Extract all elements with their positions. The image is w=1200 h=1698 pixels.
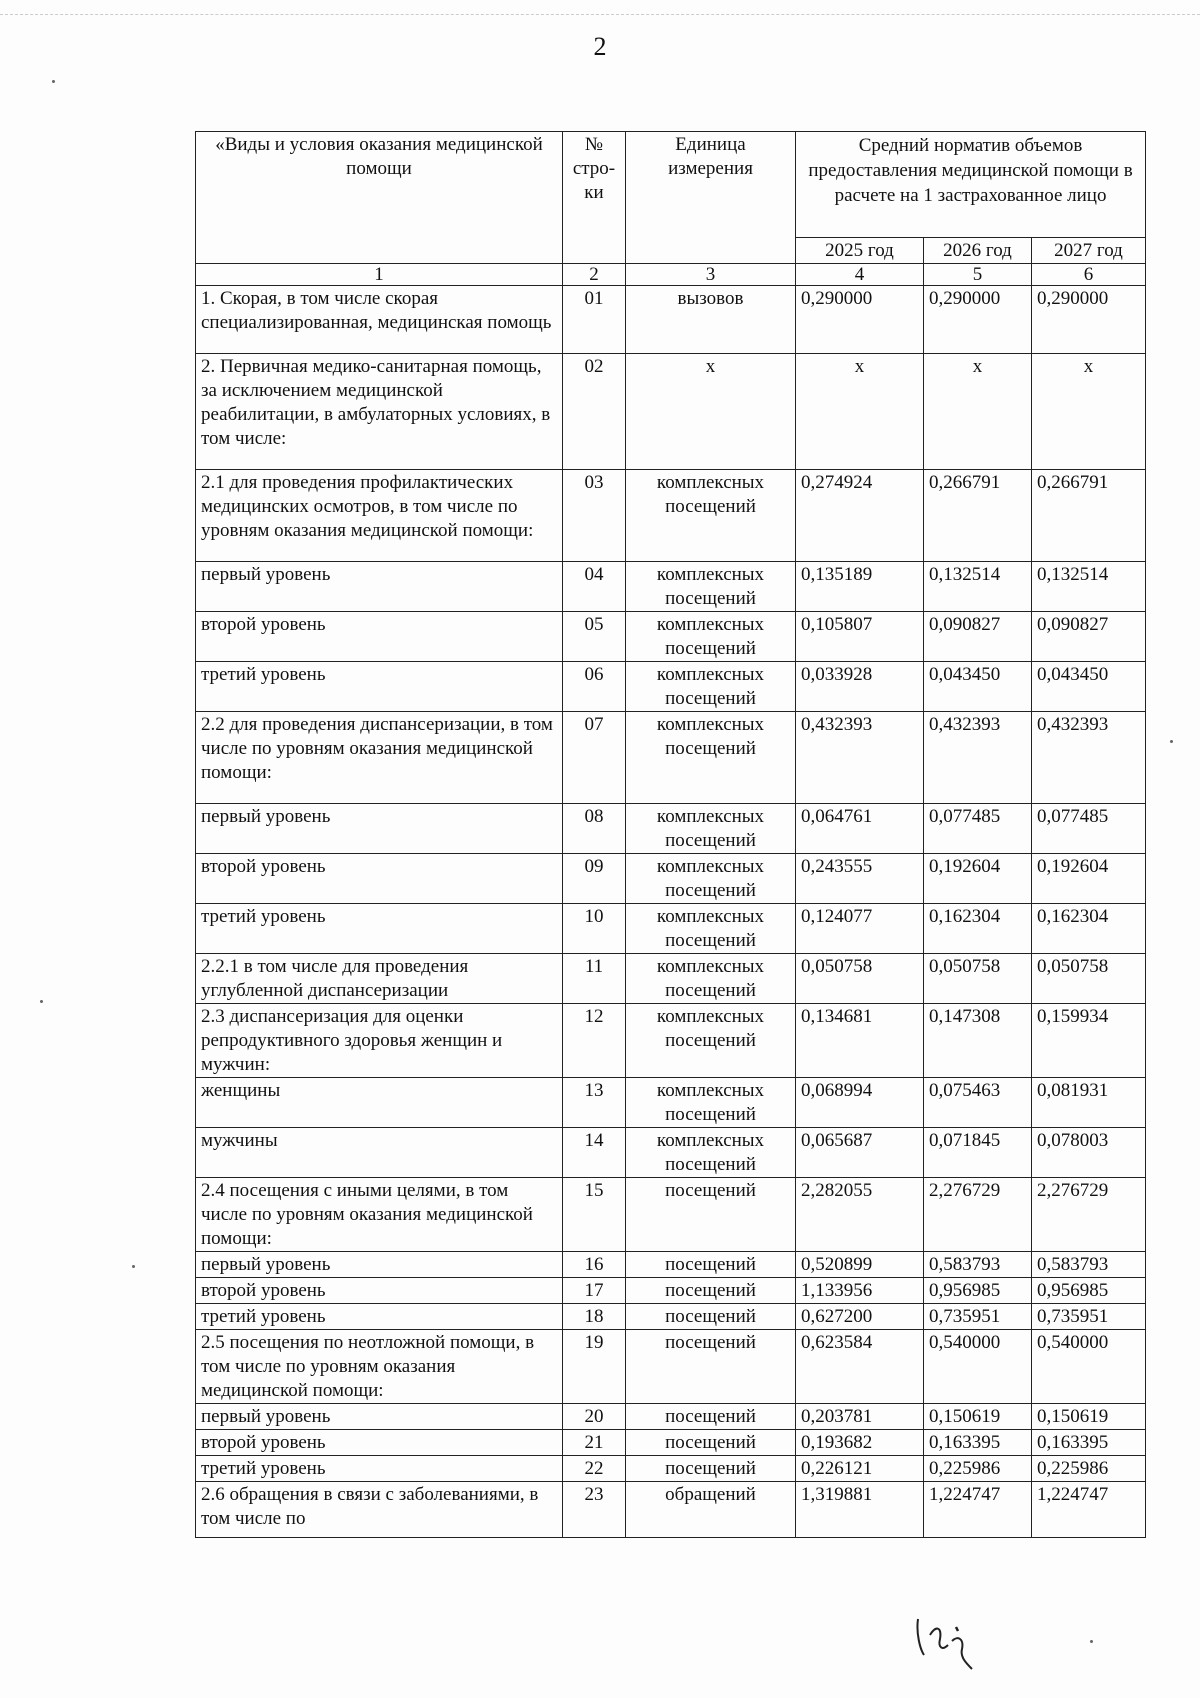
row-value-2027: 0,540000 [1032, 1330, 1146, 1404]
row-value-2026: 0,432393 [924, 712, 1032, 804]
scan-speck [52, 80, 55, 83]
column-number: 3 [626, 264, 796, 286]
table-row [196, 662, 1146, 712]
row-care-type: третий уровень [196, 1304, 563, 1330]
volume-norms-table [195, 131, 1146, 1538]
row-value-2026: 0,290000 [924, 286, 1032, 354]
row-value-2026: 0,225986 [924, 1456, 1032, 1482]
row-number: 06 [563, 662, 626, 712]
row-number: 15 [563, 1178, 626, 1252]
header-year-2027: 2027 год [1032, 238, 1146, 264]
row-unit: комплексных посещений [626, 470, 796, 562]
row-value-2027: 0,956985 [1032, 1278, 1146, 1304]
row-value-2025: 0,203781 [796, 1404, 924, 1430]
table-row [196, 1404, 1146, 1430]
row-value-2027: 0,583793 [1032, 1252, 1146, 1278]
scan-speck [132, 1265, 135, 1268]
row-number: 09 [563, 854, 626, 904]
table-row [196, 1456, 1146, 1482]
table-row [196, 286, 1146, 354]
row-value-2026: 0,043450 [924, 662, 1032, 712]
row-value-2027: 0,078003 [1032, 1128, 1146, 1178]
row-value-2025: 0,135189 [796, 562, 924, 612]
row-value-2025: 0,064761 [796, 804, 924, 854]
column-number: 1 [196, 264, 563, 286]
row-value-2026: 2,276729 [924, 1178, 1032, 1252]
handwritten-initials-mark [912, 1605, 992, 1675]
row-care-type: второй уровень [196, 612, 563, 662]
row-value-2026: 0,050758 [924, 954, 1032, 1004]
row-unit: комплексных посещений [626, 562, 796, 612]
table-row [196, 354, 1146, 470]
scan-edge-artifact [0, 14, 1200, 19]
row-value-2026: 0,540000 [924, 1330, 1032, 1404]
row-value-2025: 0,050758 [796, 954, 924, 1004]
column-number-row [196, 264, 1146, 286]
row-value-2026: 0,132514 [924, 562, 1032, 612]
header-care-type: «Виды и условия оказания медицинской помощи [196, 132, 563, 264]
row-value-2026: 0,735951 [924, 1304, 1032, 1330]
row-unit: посещений [626, 1404, 796, 1430]
row-care-type: третий уровень [196, 662, 563, 712]
row-care-type: первый уровень [196, 562, 563, 612]
row-value-2025: 0,432393 [796, 712, 924, 804]
table-row [196, 1178, 1146, 1252]
row-care-type: 2. Первичная медико-санитарная помощь, за исключением медицинской реабилитации, в амбулаторных условиях, в том числе: [196, 354, 563, 470]
table-row [196, 612, 1146, 662]
row-unit: посещений [626, 1278, 796, 1304]
row-number: 21 [563, 1430, 626, 1456]
row-value-2027: 0,081931 [1032, 1078, 1146, 1128]
row-value-2026: 0,162304 [924, 904, 1032, 954]
row-value-2027: 0,432393 [1032, 712, 1146, 804]
row-value-2027: 0,266791 [1032, 470, 1146, 562]
row-care-type: 2.5 посещения по неотложной помощи, в том числе по уровням оказания медицинской помощи: [196, 1330, 563, 1404]
table-row [196, 1330, 1146, 1404]
table-row [196, 1278, 1146, 1304]
row-care-type: первый уровень [196, 804, 563, 854]
row-unit: комплексных посещений [626, 1128, 796, 1178]
row-value-2027: 0,132514 [1032, 562, 1146, 612]
row-value-2025: 0,193682 [796, 1430, 924, 1456]
row-value-2025: 0,274924 [796, 470, 924, 562]
row-value-2027: 0,150619 [1032, 1404, 1146, 1430]
row-unit: комплексных посещений [626, 954, 796, 1004]
table-row [196, 1252, 1146, 1278]
row-value-2025: 0,623584 [796, 1330, 924, 1404]
row-number: 11 [563, 954, 626, 1004]
row-number: 07 [563, 712, 626, 804]
table-row [196, 1078, 1146, 1128]
row-unit: посещений [626, 1430, 796, 1456]
table-row [196, 1430, 1146, 1456]
row-value-2026: 0,266791 [924, 470, 1032, 562]
row-number: 14 [563, 1128, 626, 1178]
row-value-2025: 0,105807 [796, 612, 924, 662]
row-value-2025: 0,520899 [796, 1252, 924, 1278]
row-unit: посещений [626, 1304, 796, 1330]
row-value-2025: 0,124077 [796, 904, 924, 954]
page-number: 2 [593, 32, 607, 61]
row-number: 08 [563, 804, 626, 854]
table-row [196, 712, 1146, 804]
row-care-type: 2.3 диспансеризация для оценки репродуктивного здоровья женщин и мужчин: [196, 1004, 563, 1078]
row-care-type: 2.4 посещения с иными целями, в том числе по уровням оказания медицинской помощи: [196, 1178, 563, 1252]
row-number: 20 [563, 1404, 626, 1430]
scan-speck [40, 1000, 43, 1003]
row-value-2026: 0,077485 [924, 804, 1032, 854]
row-number: 05 [563, 612, 626, 662]
row-value-2027: х [1032, 354, 1146, 470]
row-value-2025: 1,133956 [796, 1278, 924, 1304]
scan-speck [1170, 740, 1173, 743]
row-value-2025: 0,065687 [796, 1128, 924, 1178]
row-unit: комплексных посещений [626, 804, 796, 854]
row-value-2027: 0,192604 [1032, 854, 1146, 904]
row-number: 13 [563, 1078, 626, 1128]
row-value-2026: 0,075463 [924, 1078, 1032, 1128]
row-value-2025: 0,243555 [796, 854, 924, 904]
header-row-number: № стро-ки [563, 132, 626, 264]
row-number: 17 [563, 1278, 626, 1304]
row-value-2027: 0,163395 [1032, 1430, 1146, 1456]
row-number: 01 [563, 286, 626, 354]
table-row [196, 954, 1146, 1004]
row-value-2026: 0,583793 [924, 1252, 1032, 1278]
table-row [196, 1482, 1146, 1538]
row-care-type: 2.6 обращения в связи с заболеваниями, в том числе по [196, 1482, 563, 1538]
row-value-2025: 0,627200 [796, 1304, 924, 1330]
row-unit: комплексных посещений [626, 712, 796, 804]
row-value-2026: 0,090827 [924, 612, 1032, 662]
row-value-2026: 0,192604 [924, 854, 1032, 904]
table-header-row [196, 132, 1146, 238]
row-value-2025: 2,282055 [796, 1178, 924, 1252]
row-value-2027: 0,162304 [1032, 904, 1146, 954]
row-value-2027: 2,276729 [1032, 1178, 1146, 1252]
table-row [196, 562, 1146, 612]
row-value-2027: 1,224747 [1032, 1482, 1146, 1538]
table-row [196, 1004, 1146, 1078]
row-unit: комплексных посещений [626, 612, 796, 662]
row-number: 12 [563, 1004, 626, 1078]
row-unit: вызовов [626, 286, 796, 354]
table-row [196, 470, 1146, 562]
column-number: 4 [796, 264, 924, 286]
row-value-2027: 0,290000 [1032, 286, 1146, 354]
row-number: 23 [563, 1482, 626, 1538]
row-number: 10 [563, 904, 626, 954]
row-number: 22 [563, 1456, 626, 1482]
row-care-type: первый уровень [196, 1252, 563, 1278]
row-value-2026: 0,956985 [924, 1278, 1032, 1304]
row-number: 19 [563, 1330, 626, 1404]
row-care-type: второй уровень [196, 1278, 563, 1304]
row-unit: комплексных посещений [626, 904, 796, 954]
table-row [196, 854, 1146, 904]
row-care-type: мужчины [196, 1128, 563, 1178]
row-number: 04 [563, 562, 626, 612]
row-care-type: второй уровень [196, 854, 563, 904]
row-value-2025: 0,068994 [796, 1078, 924, 1128]
row-unit: обращений [626, 1482, 796, 1538]
row-value-2026: 0,147308 [924, 1004, 1032, 1078]
row-care-type: 2.2 для проведения диспансеризации, в том числе по уровням оказания медицинской помощи: [196, 712, 563, 804]
row-value-2025: 0,290000 [796, 286, 924, 354]
row-value-2027: 0,043450 [1032, 662, 1146, 712]
row-value-2025: 0,033928 [796, 662, 924, 712]
row-number: 03 [563, 470, 626, 562]
row-value-2026: 0,163395 [924, 1430, 1032, 1456]
column-number: 2 [563, 264, 626, 286]
row-value-2027: 0,225986 [1032, 1456, 1146, 1482]
header-year-2026: 2026 год [924, 238, 1032, 264]
row-value-2025: х [796, 354, 924, 470]
row-unit: х [626, 354, 796, 470]
row-value-2027: 0,735951 [1032, 1304, 1146, 1330]
row-unit: посещений [626, 1252, 796, 1278]
row-value-2026: х [924, 354, 1032, 470]
table-row [196, 904, 1146, 954]
header-unit: Единица измерения [626, 132, 796, 264]
scan-speck [1090, 1640, 1093, 1643]
row-care-type: женщины [196, 1078, 563, 1128]
row-care-type: 2.1 для проведения профилактических медицинских осмотров, в том числе по уровням оказания медицинской помощи: [196, 470, 563, 562]
row-unit: посещений [626, 1330, 796, 1404]
row-unit: посещений [626, 1456, 796, 1482]
column-number: 5 [924, 264, 1032, 286]
row-unit: комплексных посещений [626, 662, 796, 712]
row-unit: комплексных посещений [626, 1004, 796, 1078]
row-value-2025: 0,134681 [796, 1004, 924, 1078]
row-care-type: 1. Скорая, в том числе скорая специализированная, медицинская помощь [196, 286, 563, 354]
row-value-2026: 0,071845 [924, 1128, 1032, 1178]
row-number: 16 [563, 1252, 626, 1278]
row-unit: комплексных посещений [626, 1078, 796, 1128]
row-number: 18 [563, 1304, 626, 1330]
table-row [196, 804, 1146, 854]
row-care-type: первый уровень [196, 1404, 563, 1430]
row-care-type: 2.2.1 в том числе для проведения углубленной диспансеризации [196, 954, 563, 1004]
row-value-2026: 1,224747 [924, 1482, 1032, 1538]
table-row [196, 1128, 1146, 1178]
row-care-type: второй уровень [196, 1430, 563, 1456]
row-unit: комплексных посещений [626, 854, 796, 904]
row-value-2027: 0,159934 [1032, 1004, 1146, 1078]
column-number: 6 [1032, 264, 1146, 286]
row-value-2025: 1,319881 [796, 1482, 924, 1538]
row-value-2025: 0,226121 [796, 1456, 924, 1482]
row-value-2027: 0,090827 [1032, 612, 1146, 662]
row-number: 02 [563, 354, 626, 470]
row-value-2026: 0,150619 [924, 1404, 1032, 1430]
row-unit: посещений [626, 1178, 796, 1252]
row-value-2027: 0,050758 [1032, 954, 1146, 1004]
header-year-2025: 2025 год [796, 238, 924, 264]
row-care-type: третий уровень [196, 904, 563, 954]
row-care-type: третий уровень [196, 1456, 563, 1482]
table-row [196, 1304, 1146, 1330]
row-value-2027: 0,077485 [1032, 804, 1146, 854]
header-average-norm: Средний норматив объемов предоставления медицинской помощи в расчете на 1 застрахованное лицо [796, 132, 1146, 238]
